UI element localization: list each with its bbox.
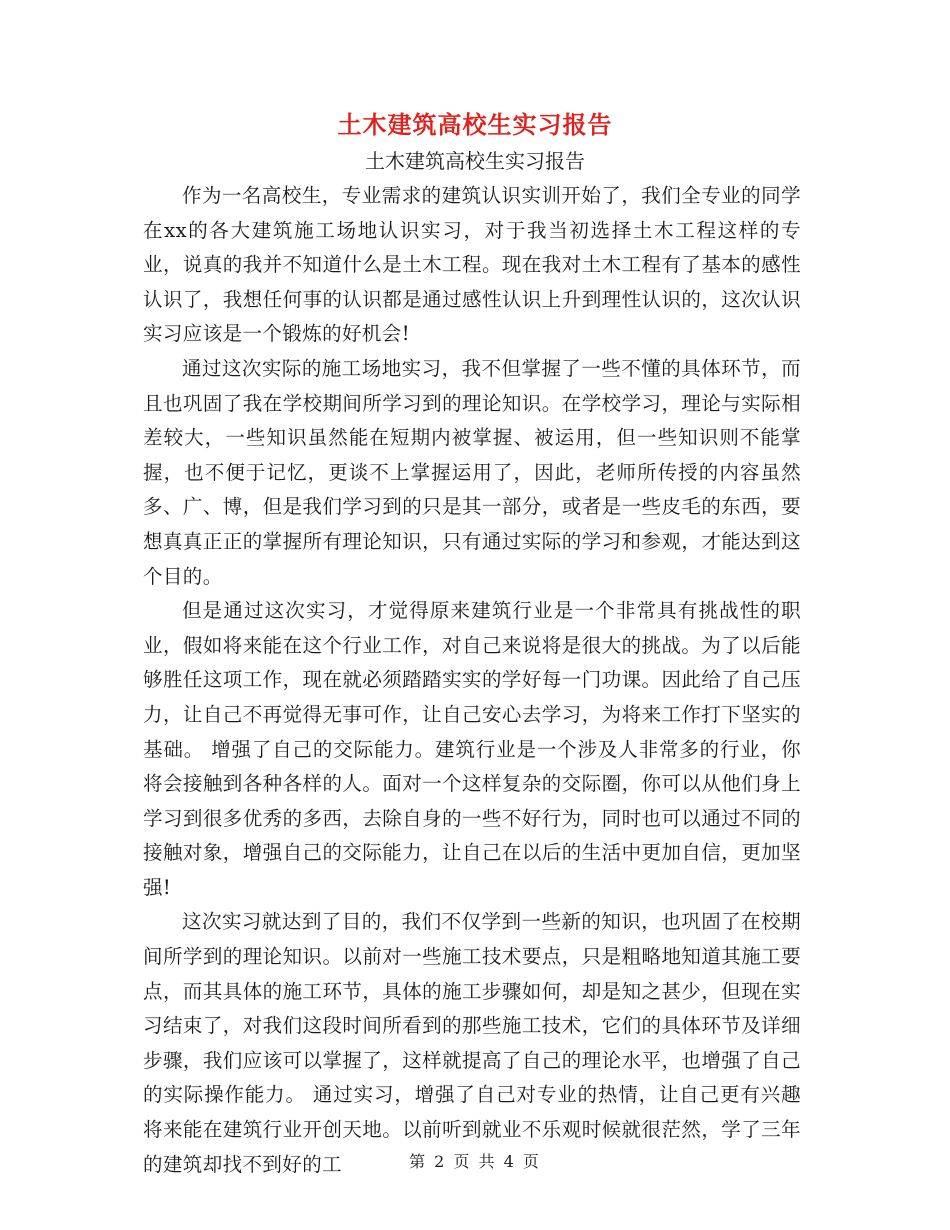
paragraph-1: 作为一名高校生，专业需求的建筑认识实训开始了，我们全专业的同学在xx的各大建筑施工场地认识实习，对于我当初选择土木工程这样的专业，说真的我并不知道什么是土木工程。现在我对土木工程有了基本的感性认识了，我想任何事的认识都是通过感性认识上升到理性认识的，这次认识实习应该是一个锻炼的好机会!	[143, 184, 801, 346]
page-subtitle: 土木建筑高校生实习报告	[365, 149, 585, 173]
paragraph-4: 这次实习就达到了目的，我们不仅学到一些新的知识，也巩固了在校期间所学到的理论知识。以前对一些施工技术要点，只是粗略地知道其施工要点，而其具体的施工环节，具体的施工步骤如何，却是知之甚少，但现在实习结束了，对我们这段时间所看到的那些施工技术，它们的具体环节及详细步骤，我们应该可以掌握了，这样就提高了自己的理论水平，也增强了自己的实际操作能力。 通过实习，增强了自己对专业的热情，让自己更有兴趣将来能在建筑行业开创天地。以前听到就业不乐观时候就很茫然，学了三年的建筑却找不到好的工	[143, 910, 801, 1176]
paragraph-2: 通过这次实际的施工场地实习，我不但掌握了一些不懂的具体环节，而且也巩固了我在学校期间所学习到的理论知识。在学校学习，理论与实际相差较大，一些知识虽然能在短期内被掌握、被运用，但一些知识则不能掌握，也不便于记忆，更谈不上掌握运用了，因此，老师所传授的内容虽然多、广、博，但是我们学习到的只是其一部分，或者是一些皮毛的东西，要想真真正正的掌握所有理论知识，只有通过实际的学习和参观，才能达到这个目的。	[143, 356, 801, 588]
page-footer: 第 2 页 共 4 页	[409, 1152, 541, 1171]
document-body	[143, 179, 801, 1182]
page-title: 土木建筑高校生实习报告	[337, 110, 613, 139]
paragraph-3: 但是通过这次实习，才觉得原来建筑行业是一个非常具有挑战性的职业，假如将来能在这个行业工作，对自己来说将是很大的挑战。为了以后能够胜任这项工作，现在就必须踏踏实实的学好每一门功课。因此给了自己压力，让自己不再觉得无事可作，让自己安心去学习，为将来工作打下坚实的基础。 增强了自己的交际能力。建筑行业是一个涉及人非常多的行业，你将会接触到各种各样的人。面对一个这样复杂的交际圈，你可以从他们身上学习到很多优秀的多西，去除自身的一些不好行为，同时也可以通过不同的接触对象，增强自己的交际能力，让自己在以后的生活中更加自信，更加坚强!	[143, 599, 801, 899]
